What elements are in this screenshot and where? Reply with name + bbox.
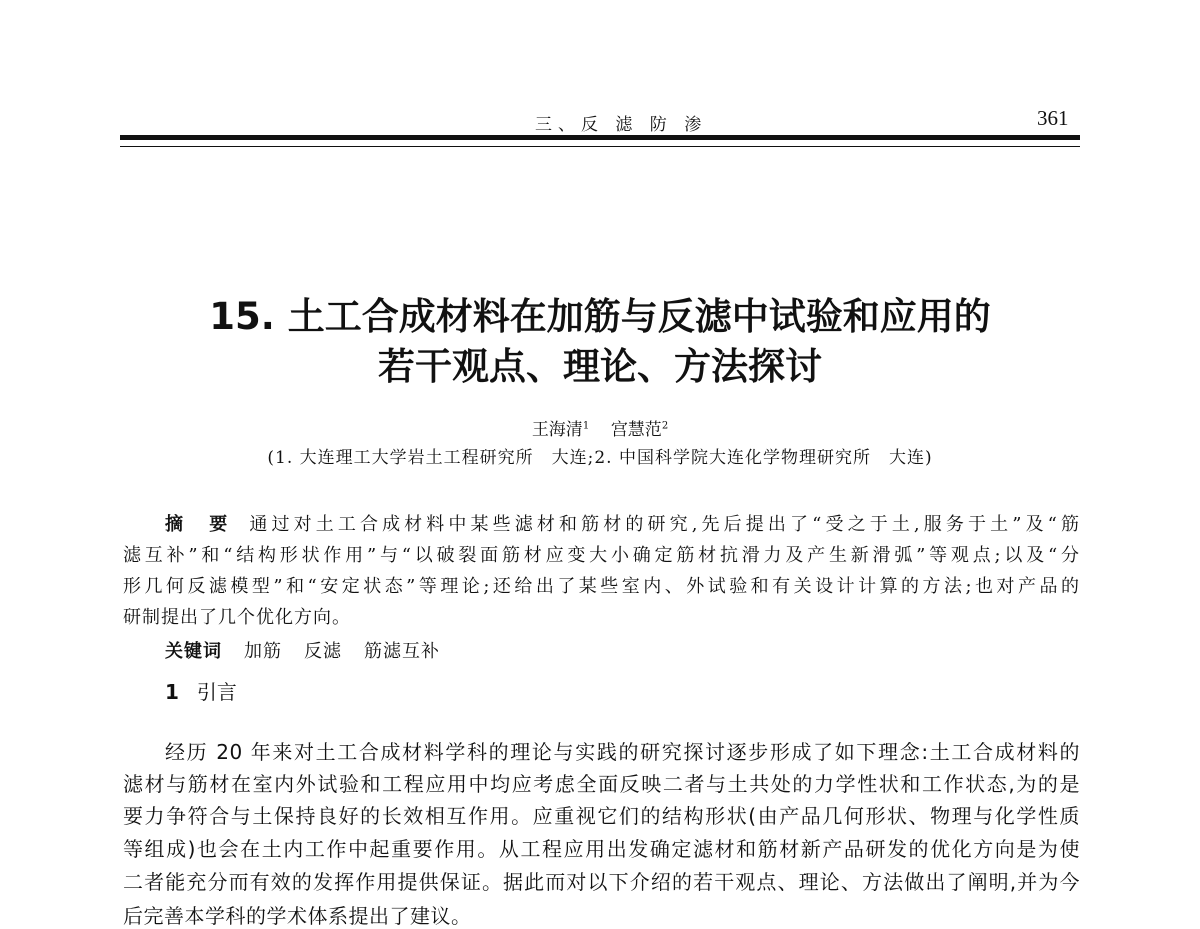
author-affil-mark: 2: [661, 420, 669, 432]
abstract-line: 研制提出了几个优化方向。: [123, 607, 351, 628]
abstract-line: 摘 要 通过对土工合成材料中某些滤材和筋材的研究,先后提出了“受之于土,服务于土”及“筋: [165, 514, 1081, 535]
page-number: 361: [1037, 106, 1069, 130]
keyword: 加筋: [244, 641, 282, 662]
header-rule-thick: [120, 135, 1080, 140]
author-affil-mark: 1: [582, 420, 590, 432]
abstract-label: 摘 要: [165, 514, 232, 535]
section-heading: 1 引言: [165, 680, 237, 704]
keyword: 反滤: [304, 641, 342, 662]
author-name: 宫慧范: [610, 420, 662, 440]
keywords-label: 关键词: [165, 641, 222, 662]
body-line: 要力争符合与土保持良好的长效相互作用。应重视它们的结构形状(由产品几何形状、物理与化学性质: [123, 804, 1080, 828]
abstract-line: 形几何反滤模型”和“安定状态”等理论;还给出了某些室内、外试验和有关设计计算的方法;也对产品的: [123, 576, 1080, 597]
keywords: [165, 637, 1080, 663]
header-rule-thin: [120, 146, 1080, 147]
body-line: 等组成)也会在土内工作中起重要作用。从工程应用出发确定滤材和筋材新产品研发的优化方向是为使: [123, 837, 1080, 861]
affiliations: (1. 大连理工大学岩土工程研究所 大连;2. 中国科学院大连化学物理研究所 大连): [267, 448, 933, 468]
running-header-title: 三、反 滤 防 渗: [535, 115, 708, 135]
keyword: 筋滤互补: [364, 641, 440, 662]
body-line: 滤材与筋材在室内外试验和工程应用中均应考虑全面反映二者与土共处的力学性状和工作状态,为的是: [123, 772, 1080, 796]
author-name: 王海清: [531, 420, 583, 440]
body-line: 后完善本学科的学术体系提出了建议。: [123, 904, 472, 928]
abstract-line: 滤互补”和“结构形状作用”与“以破裂面筋材应变大小确定筋材抗滑力及产生新滑弧”等观点;以及“分: [123, 545, 1080, 566]
paper-title-line-2: 若干观点、理论、方法探讨: [378, 345, 822, 388]
body-line: 二者能充分而有效的发挥作用提供保证。据此而对以下介绍的若干观点、理论、方法做出了阐明,并为今: [123, 870, 1080, 894]
body-line: 经历 20 年来对土工合成材料学科的理论与实践的研究探讨逐步形成了如下理念:土工合成材料的: [165, 740, 1080, 764]
authors: [0, 415, 1200, 440]
paper-title-line-1: 15. 土工合成材料在加筋与反滤中试验和应用的: [209, 295, 991, 338]
